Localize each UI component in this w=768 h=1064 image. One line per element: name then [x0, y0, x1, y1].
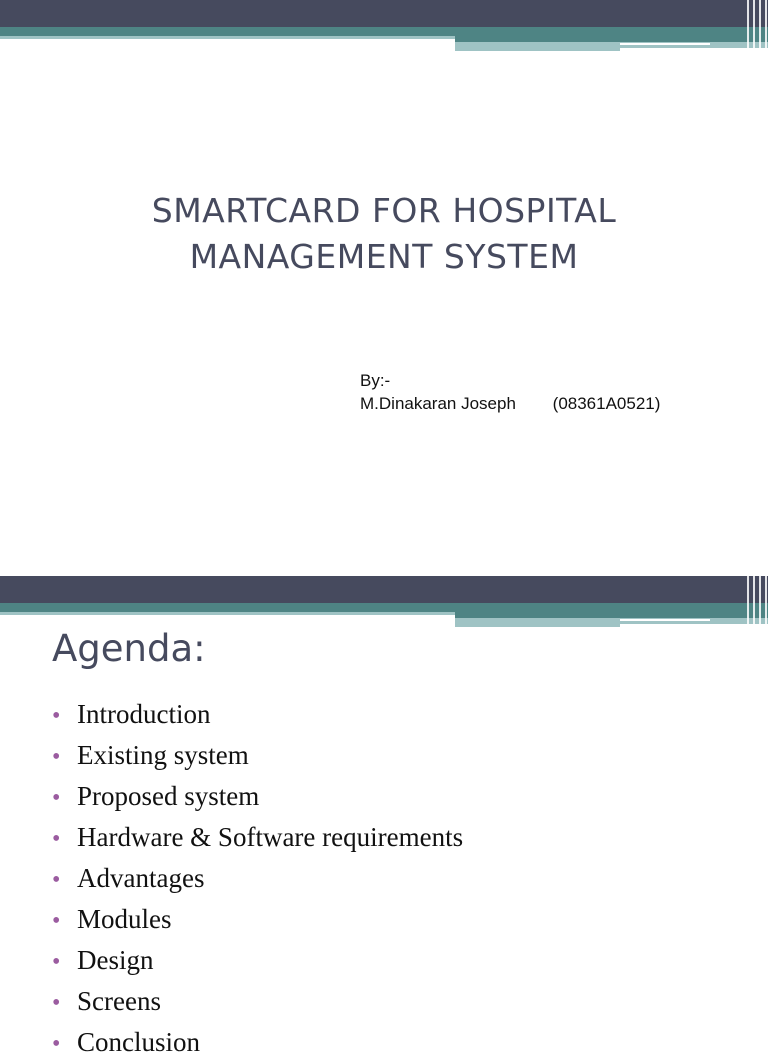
- byline: [360, 369, 660, 415]
- agenda-item: [52, 818, 463, 859]
- agenda-item-text: Conclusion: [77, 1027, 201, 1057]
- bullet-icon: •: [52, 785, 61, 811]
- agenda-item-text: Modules: [77, 904, 172, 934]
- bullet-icon: •: [52, 949, 61, 975]
- agenda-title: Agenda:: [52, 627, 206, 670]
- agenda-item: [52, 695, 463, 736]
- agenda-item: [52, 982, 463, 1023]
- agenda-list: [52, 695, 463, 1064]
- header-band: [0, 576, 768, 630]
- roll-number: (08361A0521): [552, 394, 661, 413]
- agenda-item: [52, 1023, 463, 1064]
- bullet-icon: •: [52, 1031, 61, 1057]
- header-stripes: [744, 0, 768, 50]
- agenda-item: [52, 736, 463, 777]
- header-stripes: [744, 576, 768, 626]
- title-line-1: SMARTCARD FOR HOSPITAL: [151, 191, 617, 230]
- bullet-icon: •: [52, 744, 61, 770]
- agenda-item: [52, 777, 463, 818]
- author-name: M.Dinakaran Joseph: [360, 394, 516, 413]
- author-row: [360, 392, 660, 415]
- agenda-slide: [0, 576, 768, 1057]
- title-line-2: MANAGEMENT SYSTEM: [189, 237, 579, 276]
- agenda-item: [52, 859, 463, 900]
- bullet-icon: •: [52, 703, 61, 729]
- agenda-item-text: Advantages: [77, 863, 205, 893]
- bullet-icon: •: [52, 867, 61, 893]
- agenda-item-text: Hardware & Software requirements: [77, 822, 464, 852]
- agenda-item-text: Screens: [77, 986, 161, 1016]
- agenda-item-text: Proposed system: [77, 781, 260, 811]
- agenda-item: [52, 900, 463, 941]
- agenda-item-text: Introduction: [77, 699, 211, 729]
- agenda-item: [52, 941, 463, 982]
- header-band: [0, 0, 768, 54]
- bullet-icon: •: [52, 826, 61, 852]
- slide-title: [100, 188, 668, 280]
- agenda-item-text: Existing system: [77, 740, 249, 770]
- bullet-icon: •: [52, 990, 61, 1016]
- bullet-icon: •: [52, 908, 61, 934]
- by-label: By:-: [360, 371, 391, 390]
- agenda-item-text: Design: [77, 945, 154, 975]
